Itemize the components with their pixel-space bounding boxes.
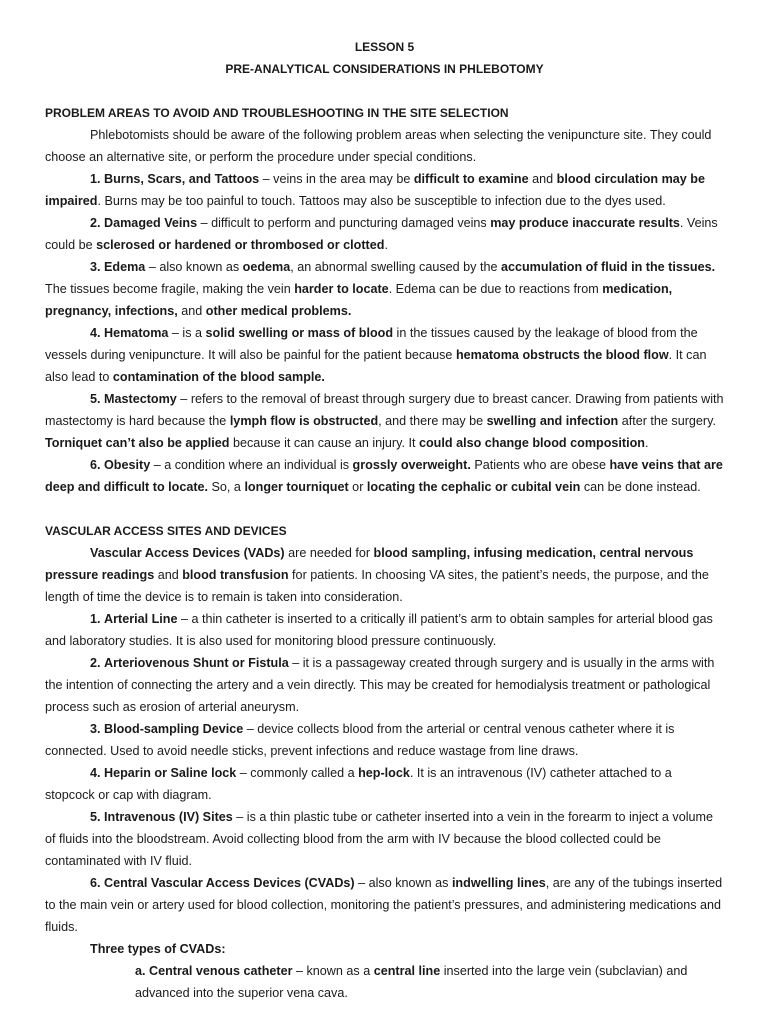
emphasis: have veins that are deep and difficult to locate. [45,458,723,494]
emphasis: other medical problems. [205,304,352,318]
item-number: 1. [90,172,101,186]
item-number: 6. [90,458,101,472]
emphasis: lymph flow is obstructed [229,414,379,428]
list-item [45,256,724,322]
list-item [45,608,724,652]
document-title: PRE-ANALYTICAL CONSIDERATIONS IN PHLEBOTOMY [225,62,544,76]
emphasis: blood circulation may be impaired [45,172,705,208]
list-item [45,762,724,806]
emphasis: medication, pregnancy, infections, [45,282,673,318]
item-term: Arterial Line [104,612,178,626]
item-number: 3. [90,722,101,736]
emphasis: accumulation of fluid in the tissues. [500,260,716,274]
item-text: and [154,568,183,582]
item-text: can be done instead. [580,480,701,494]
item-term: Central venous catheter [149,964,293,978]
item-text: in the tissues caused by the leakage of blood from the vessels during venipuncture. It will also be painful for the patient because [45,326,698,362]
item-text: – also known as [354,876,452,890]
emphasis: swelling and infection [486,414,619,428]
emphasis: hep-lock [358,766,410,780]
list-item [135,960,724,1004]
item-text: , and there may be [378,414,487,428]
list-item [45,652,724,718]
item-text: and [528,172,557,186]
item-text: – also known as [145,260,243,274]
item-text: . [384,238,388,252]
item-number: 2. [90,656,101,670]
list-item [45,388,724,454]
item-text: or [348,480,367,494]
list-item [45,872,724,938]
item-number: 5. [90,810,101,824]
emphasis: sclerosed or hardened or thrombosed or clotted [96,238,385,252]
emphasis: hematoma obstructs the blood flow [455,348,669,362]
section-heading-site-selection: PROBLEM AREAS TO AVOID AND TROUBLESHOOTING IN THE SITE SELECTION [45,106,509,120]
lesson-number: LESSON 5 [354,40,415,54]
item-text: – device collects blood from the arterial or central venous catheter where it is connected. Used to avoid needle sticks, prevent infections and reduce wastage from line draws. [45,722,675,758]
section-intro: Phlebotomists should be aware of the following problem areas when selecting the venipuncture site. They could choose an alternative site, or perform the procedure under special conditions. [45,128,712,164]
item-text: – veins in the area may be [259,172,414,186]
item-text: – commonly called a [236,766,359,780]
emphasis: oedema [242,260,291,274]
item-text: . Burns may be too painful to touch. Tattoos may also be susceptible to infection due to the dyes used. [97,194,666,208]
item-text: – it is a passageway created through surgery and is usually in the arms with the intention of connecting the artery and a vein directly. This may be created for hemodialysis treatment or pathological process such as erosion of arterial aneurysm. [45,656,715,714]
item-term: Mastectomy [104,392,177,406]
emphasis: grossly overweight. [352,458,471,472]
item-term: Blood-sampling Device [104,722,244,736]
emphasis: central line [373,964,441,978]
item-text: . It is an intravenous (IV) catheter attached to a stopcock or cap with diagram. [45,766,672,802]
item-text: – difficult to perform and puncturing damaged veins [197,216,491,230]
item-text: , an abnormal swelling caused by the [290,260,501,274]
emphasis: may produce inaccurate results [490,216,680,230]
item-number: 4. [90,766,101,780]
item-term: Heparin or Saline lock [104,766,237,780]
item-term: Intravenous (IV) Sites [104,810,233,824]
item-text: – refers to the removal of breast through surgery due to breast cancer. Drawing from patients with mastectomy is hard because the [45,392,724,428]
item-text: The tissues become fragile, making the vein [45,282,295,296]
item-text: So, a [208,480,245,494]
item-text: and [177,304,206,318]
item-number: 2. [90,216,101,230]
item-number: 5. [90,392,101,406]
item-term: Burns, Scars, and Tattoos [104,172,260,186]
emphasis: harder to locate [294,282,389,296]
emphasis: blood sampling, infusing medication, central nervous pressure readings [45,546,694,582]
emphasis: contamination of the blood sample. [112,370,325,384]
emphasis: Torniquet can’t also be applied [45,436,230,450]
item-text: – is a thin plastic tube or catheter inserted into a vein in the forearm to inject a volume of fluids into the bloodstream. Avoid collecting blood from the arm with IV because the blood collected could be contaminated with IV fluid. [45,810,714,868]
item-text: – is a [168,326,206,340]
emphasis: solid swelling or mass of blood [205,326,394,340]
item-text: – a condition where an individual is [150,458,353,472]
item-term: Damaged Veins [104,216,198,230]
item-number: 3. [90,260,101,274]
list-item [45,168,724,212]
cvad-types-label [90,938,724,960]
item-term: Obesity [104,458,151,472]
list-item [45,212,724,256]
item-term: Arteriovenous Shunt or Fistula [104,656,289,670]
item-text: Patients who are obese [470,458,610,472]
emphasis: blood transfusion [182,568,289,582]
item-text: because it can cause an injury. It [229,436,419,450]
item-text: – a thin catheter is inserted to a critically ill patient’s arm to obtain samples for arterial blood gas and laboratory studies. It is also used for monitoring blood pressure continuously. [45,612,713,648]
list-item [45,454,724,498]
item-number: 1. [90,612,101,626]
item-text: . It can also lead to [45,348,707,384]
cvad-types-heading: Three types of CVADs: [90,942,226,956]
item-text: are needed for [284,546,374,560]
item-text: . [644,436,649,450]
item-number: 6. [90,876,101,890]
list-item [45,718,724,762]
emphasis: difficult to examine [413,172,529,186]
item-term: Hematoma [104,326,169,340]
item-text: – known as a [292,964,374,978]
emphasis: Vascular Access Devices (VADs) [90,546,285,560]
item-number: 4. [90,326,101,340]
item-term: Central Vascular Access Devices (CVADs) [104,876,355,890]
emphasis: longer tourniquet [244,480,349,494]
list-item [45,322,724,388]
item-text: after the surgery. [618,414,716,428]
emphasis: could also change blood composition [418,436,645,450]
item-text: , are any of the tubings inserted to the main vein or artery used for blood collection, monitoring the patient’s pressures, and administering medications and fluids. [45,876,723,934]
item-text: for patients. In choosing VA sites, the patient’s needs, the purpose, and the length of time the device is to remain is taken into consideration. [45,568,709,604]
emphasis: indwelling lines [451,876,546,890]
item-text: inserted into the large vein (subclavian) and advanced into the superior vena cava. [135,964,688,1000]
list-item [45,806,724,872]
item-letter: a. [135,964,146,978]
item-text: . Veins could be [45,216,718,252]
emphasis: locating the cephalic or cubital vein [366,480,581,494]
item-text: . Edema can be due to reactions from [388,282,603,296]
item-term: Edema [104,260,146,274]
section-intro [45,542,724,608]
section-heading-vascular-access: VASCULAR ACCESS SITES AND DEVICES [45,524,287,538]
